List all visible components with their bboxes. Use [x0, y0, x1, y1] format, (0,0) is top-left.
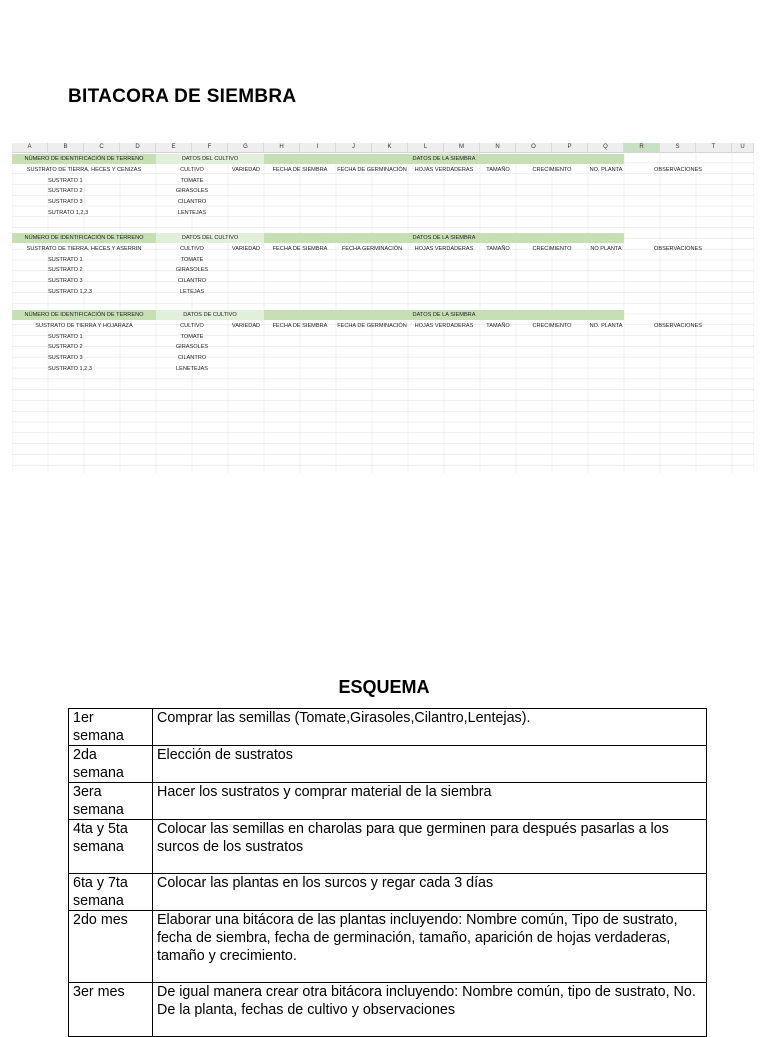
column-header-S[interactable]: S: [660, 143, 696, 152]
crecimiento-label[interactable]: CRECIMIENTO: [532, 166, 572, 173]
esquema-row: [69, 746, 707, 783]
column-header-L[interactable]: L: [408, 143, 444, 152]
esquema-period: 2do mes: [69, 911, 153, 983]
no-planta-label[interactable]: NO. PLANTA: [589, 166, 623, 173]
cultivo-row-value[interactable]: GIRASOLES: [175, 188, 209, 195]
esquema-period: 2da semana: [69, 746, 153, 783]
cultivo-header[interactable]: DATOS DE CULTIVO: [183, 312, 237, 318]
hojas-verdaderas-label[interactable]: HOJAS VERDADERAS: [414, 166, 474, 173]
cultivo-row-value[interactable]: LENETEJAS: [175, 366, 209, 372]
cultivo-row-value[interactable]: LETEJAS: [179, 289, 205, 295]
esquema-activity: Elección de sustratos: [153, 746, 707, 783]
spreadsheet-image: [12, 143, 754, 473]
esquema-row: [69, 983, 707, 1037]
cultivo-row-value[interactable]: CILANTRO: [177, 278, 207, 285]
id-header[interactable]: NÚMERO DE IDENTIFICACIÓN DE TERRENO: [24, 235, 144, 241]
fecha-siembra-label[interactable]: FECHA DE SIEMBRA: [272, 322, 328, 329]
esquema-period: 3er mes: [69, 983, 153, 1037]
column-header-E[interactable]: E: [156, 143, 192, 152]
id-header[interactable]: NÚMERO DE IDENTIFICACIÓN DE TERRENO: [24, 156, 144, 162]
column-header-U[interactable]: U: [732, 143, 754, 152]
cultivo-row-value[interactable]: CILANTRO: [177, 199, 207, 206]
esquema-activity: Comprar las semillas (Tomate,Girasoles,Cilantro,Lentejas).: [153, 709, 707, 746]
sustrato-label[interactable]: SUSTRATO DE TIERRA, HECES Y ASERRIN: [26, 245, 142, 252]
cultivo-row-value[interactable]: TOMATE: [180, 256, 204, 263]
crecimiento-label[interactable]: CRECIMIENTO: [532, 322, 572, 329]
variedad-label[interactable]: VARIEDAD: [231, 322, 261, 329]
esquema-period: 1er semana: [69, 709, 153, 746]
cultivo-header[interactable]: DATOS DEL CULTIVO: [181, 235, 239, 241]
cultivo-row-value[interactable]: TOMATE: [180, 177, 204, 184]
esquema-row: [69, 820, 707, 874]
sustrato-row-label[interactable]: SUSTRATO 2: [48, 267, 83, 274]
column-header-M[interactable]: M: [444, 143, 480, 152]
sustrato-row-label[interactable]: SUSTRATO 1: [48, 256, 83, 263]
column-header-F[interactable]: F: [192, 143, 228, 152]
cultivo-label[interactable]: CULTIVO: [180, 322, 204, 329]
esquema-row: [69, 783, 707, 820]
cultivo-row-value[interactable]: CILANTRO: [177, 355, 207, 362]
column-header-B[interactable]: B: [48, 143, 84, 152]
column-header-Q[interactable]: Q: [588, 143, 624, 152]
esquema-title: ESQUEMA: [338, 677, 430, 697]
esquema-period: 3era semana: [69, 783, 153, 820]
observaciones-label[interactable]: OBSERVACIONES: [654, 166, 702, 173]
tamano-label[interactable]: TAMAÑO: [486, 322, 510, 329]
column-header-A[interactable]: A: [12, 143, 48, 152]
sustrato-row-label[interactable]: SUSTRATO 3: [48, 278, 83, 285]
fecha-germinacion-label[interactable]: FECHA GERMINACIÓN: [341, 245, 403, 252]
esquema-period: 4ta y 5ta semana: [69, 820, 153, 874]
sustrato-row-label[interactable]: SUSTRATO 1,2,3: [48, 289, 92, 295]
cultivo-label[interactable]: CULTIVO: [180, 166, 204, 173]
column-header-P[interactable]: P: [552, 143, 588, 152]
column-header-H[interactable]: H: [264, 143, 300, 152]
cultivo-row-value[interactable]: TOMATE: [180, 333, 204, 340]
column-header-O[interactable]: O: [516, 143, 552, 152]
esquema-row: [69, 709, 707, 746]
variedad-label[interactable]: VARIEDAD: [231, 166, 261, 173]
column-header-G[interactable]: G: [228, 143, 264, 152]
observaciones-label[interactable]: OBSERVACIONES: [654, 322, 702, 329]
sustrato-row-label[interactable]: SUSTRATO 2: [48, 188, 83, 195]
sustrato-row-label[interactable]: SUSTRATO 1,2,3: [48, 366, 92, 372]
esquema-row: [69, 911, 707, 983]
crecimiento-label[interactable]: CRECIMIENTO: [532, 245, 572, 252]
variedad-label[interactable]: VARIEDAD: [231, 245, 261, 252]
cultivo-row-value[interactable]: GIRASOLES: [175, 344, 209, 351]
column-header-D[interactable]: D: [120, 143, 156, 152]
siembra-header[interactable]: DATOS DE LA SIEMBRA: [412, 235, 476, 241]
esquema-activity: Hacer los sustratos y comprar material de la siembra: [153, 783, 707, 820]
tamano-label[interactable]: TAMAÑO: [486, 166, 510, 173]
column-header-J[interactable]: J: [336, 143, 372, 152]
cultivo-header[interactable]: DATOS DEL CULTIVO: [181, 156, 239, 162]
esquema-table: [68, 708, 707, 1037]
column-header-C[interactable]: C: [84, 143, 120, 152]
esquema-activity: Elaborar una bitácora de las plantas incluyendo: Nombre común, Tipo de sustrato, fecha de siembra, fecha de germinación, tamaño, aparición de hojas verdaderas, tamaño y crecimiento.: [153, 911, 707, 983]
esquema-activity: Colocar las semillas en charolas para que germinen para después pasarlas a los surcos de los sustratos: [153, 820, 707, 874]
sustrato-row-label[interactable]: SUSTRATO 1: [48, 177, 83, 184]
id-header[interactable]: NÚMERO DE IDENTIFICACIÓN DE TERRENO: [24, 312, 144, 318]
column-header-K[interactable]: K: [372, 143, 408, 152]
siembra-header[interactable]: DATOS DE LA SIEMBRA: [412, 312, 476, 318]
column-header-N[interactable]: N: [480, 143, 516, 152]
hojas-verdaderas-label[interactable]: HOJAS VERDADERAS: [414, 322, 474, 329]
esquema-activity: Colocar las plantas en los surcos y regar cada 3 días: [153, 874, 707, 911]
sustrato-label[interactable]: SUSTRATO DE TIERRA Y HOJARAZA: [35, 322, 133, 329]
cultivo-row-value[interactable]: LENTEJAS: [177, 210, 207, 216]
observaciones-label[interactable]: OBSERVACIONES: [654, 245, 702, 252]
hojas-verdaderas-label[interactable]: HOJAS VERDADERAS: [414, 245, 474, 252]
fecha-siembra-label[interactable]: FECHA DE SIEMBRA: [272, 245, 328, 252]
fecha-siembra-label[interactable]: FECHA DE SIEMBRA: [272, 166, 328, 173]
sustrato-row-label[interactable]: SUSTRATO 3: [48, 199, 83, 206]
sustrato-row-label[interactable]: SUTRATO 1,2,3: [48, 210, 89, 216]
fecha-germinacion-label[interactable]: FECHA DE GERMINACIÓN: [337, 166, 407, 173]
cultivo-label[interactable]: CULTIVO: [180, 245, 204, 252]
tamano-label[interactable]: TAMAÑO: [486, 245, 510, 252]
sustrato-row-label[interactable]: SUSTRATO 1: [48, 333, 83, 340]
fecha-germinacion-label[interactable]: FECHA DE GERMINACIÓN: [337, 322, 407, 329]
siembra-header[interactable]: DATOS DE LA SIEMBRA: [412, 156, 476, 162]
esquema-row: [69, 874, 707, 911]
document-title: BITACORA DE SIEMBRA: [68, 86, 297, 107]
sustrato-row-label[interactable]: SUSTRATO 2: [48, 344, 83, 351]
column-header-I[interactable]: I: [300, 143, 336, 152]
sustrato-row-label[interactable]: SUSTRATO 3: [48, 355, 83, 362]
sustrato-label[interactable]: SUSTRATO DE TIERRA, HECES Y CENIZAS: [26, 166, 142, 173]
no-planta-label[interactable]: NO. PLANTA: [589, 322, 623, 329]
column-header-T[interactable]: T: [696, 143, 732, 152]
column-header-R[interactable]: R: [624, 143, 660, 152]
no-planta-label[interactable]: NO PLANTA: [590, 245, 622, 252]
esquema-period: 6ta y 7ta semana: [69, 874, 153, 911]
esquema-activity: De igual manera crear otra bitácora incluyendo: Nombre común, tipo de sustrato, No. De la planta, fechas de cultivo y observaciones: [153, 983, 707, 1037]
cultivo-row-value[interactable]: GIRASOLES: [175, 267, 209, 274]
